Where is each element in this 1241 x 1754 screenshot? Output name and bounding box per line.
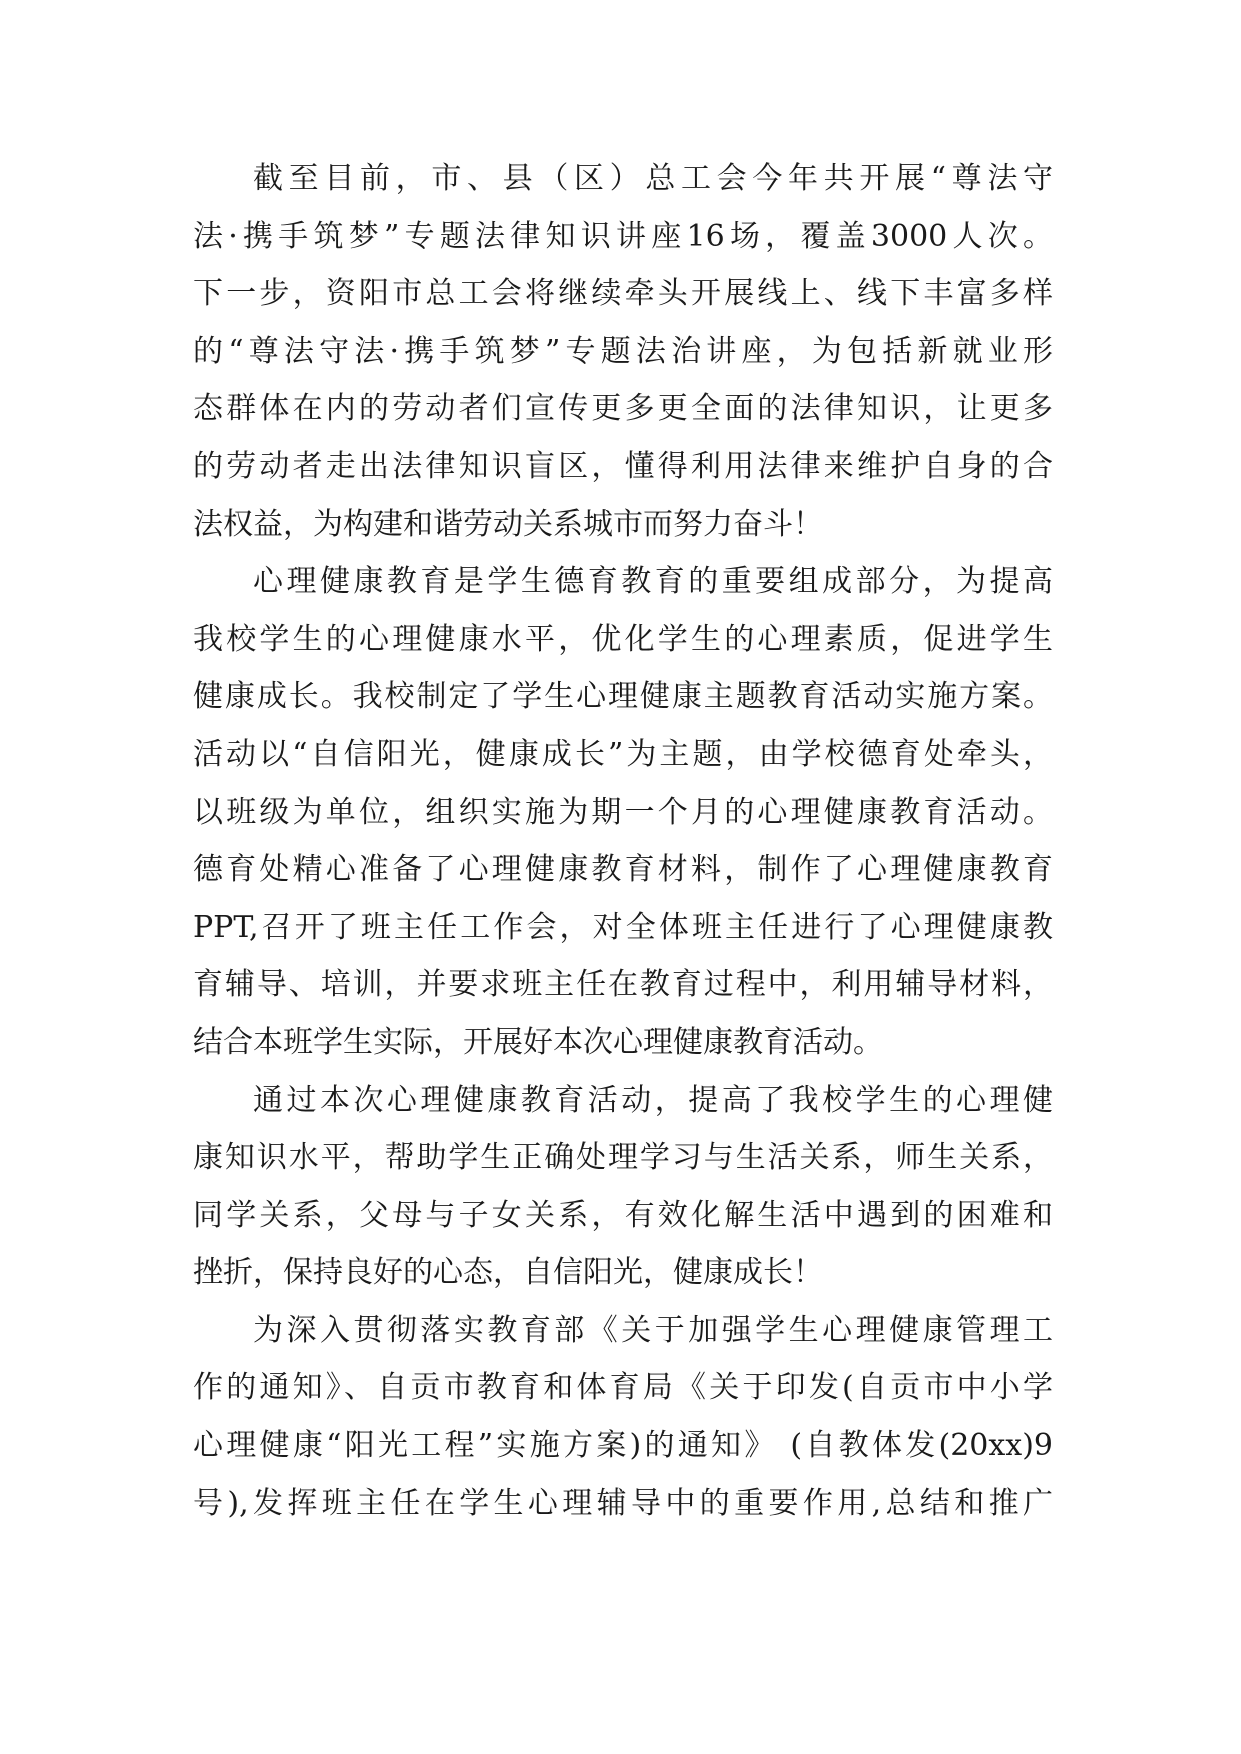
paragraph-line: 截至目前，市、县（区）总工会今年共开展“尊法守 bbox=[253, 161, 1053, 196]
paragraph-line: 的“尊法守法·携手筑梦”专题法治讲座，为包括新就业形 bbox=[193, 333, 1053, 369]
document-body bbox=[193, 150, 1053, 1532]
paragraph-line: 号),发挥班主任在学生心理辅导中的重要作用,总结和推广 bbox=[193, 1485, 1053, 1521]
paragraph-line: 通过本次心理健康教育活动，提高了我校学生的心理健 bbox=[253, 1082, 1053, 1118]
paragraph-line: 健康成长。我校制定了学生心理健康主题教育活动实施方案。 bbox=[193, 679, 1053, 715]
paragraph-line: 挫折，保持良好的心态，自信阳光，健康成长！ bbox=[193, 1255, 823, 1291]
paragraph-line: 为深入贯彻落实教育部《关于加强学生心理健康管理工 bbox=[253, 1312, 1053, 1348]
paragraph-line: 活动以“自信阳光，健康成长”为主题，由学校德育处牵头， bbox=[193, 736, 1053, 772]
paragraph-line: 作的通知》、自贡市教育和体育局《关于印发(自贡市中小学 bbox=[193, 1370, 1053, 1406]
paragraph-line: 结合本班学生实际，开展好本次心理健康教育活动。 bbox=[193, 1024, 883, 1060]
paragraph-line: 育辅导、培训，并要求班主任在教育过程中，利用辅导材料， bbox=[193, 967, 1053, 1003]
paragraph-line: 德育处精心准备了心理健康教育材料，制作了心理健康教育 bbox=[193, 852, 1053, 888]
paragraph-line: 法权益，为构建和谐劳动关系城市而努力奋斗！ bbox=[193, 506, 823, 542]
paragraph-mental-health-program bbox=[193, 553, 1053, 1071]
paragraph-policy-implementation bbox=[193, 1302, 1053, 1532]
paragraph-line: 下一步，资阳市总工会将继续牵头开展线上、线下丰富多样 bbox=[193, 276, 1053, 312]
paragraph-line: PPT,召开了班主任工作会，对全体班主任进行了心理健康教 bbox=[193, 909, 1053, 945]
paragraph-union-law-lectures bbox=[193, 150, 1053, 553]
paragraph-line: 以班级为单位，组织实施为期一个月的心理健康教育活动。 bbox=[193, 794, 1053, 830]
paragraph-line: 我校学生的心理健康水平，优化学生的心理素质，促进学生 bbox=[193, 621, 1053, 657]
paragraph-line: 法·携手筑梦”专题法律知识讲座16场，覆盖3000人次。 bbox=[193, 218, 1053, 254]
paragraph-line: 同学关系，父母与子女关系，有效化解生活中遇到的困难和 bbox=[193, 1197, 1053, 1233]
paragraph-line: 心理健康教育是学生德育教育的重要组成部分，为提高 bbox=[253, 564, 1053, 600]
paragraph-line: 康知识水平，帮助学生正确处理学习与生活关系，师生关系， bbox=[193, 1140, 1053, 1176]
paragraph-line: 的劳动者走出法律知识盲区，懂得利用法律来维护自身的合 bbox=[193, 448, 1053, 484]
paragraph-line: 态群体在内的劳动者们宣传更多更全面的法律知识，让更多 bbox=[193, 391, 1053, 427]
paragraph-program-results bbox=[193, 1072, 1053, 1302]
paragraph-line: 心理健康“阳光工程”实施方案)的通知》 (自教体发(20xx)9 bbox=[193, 1428, 1053, 1464]
